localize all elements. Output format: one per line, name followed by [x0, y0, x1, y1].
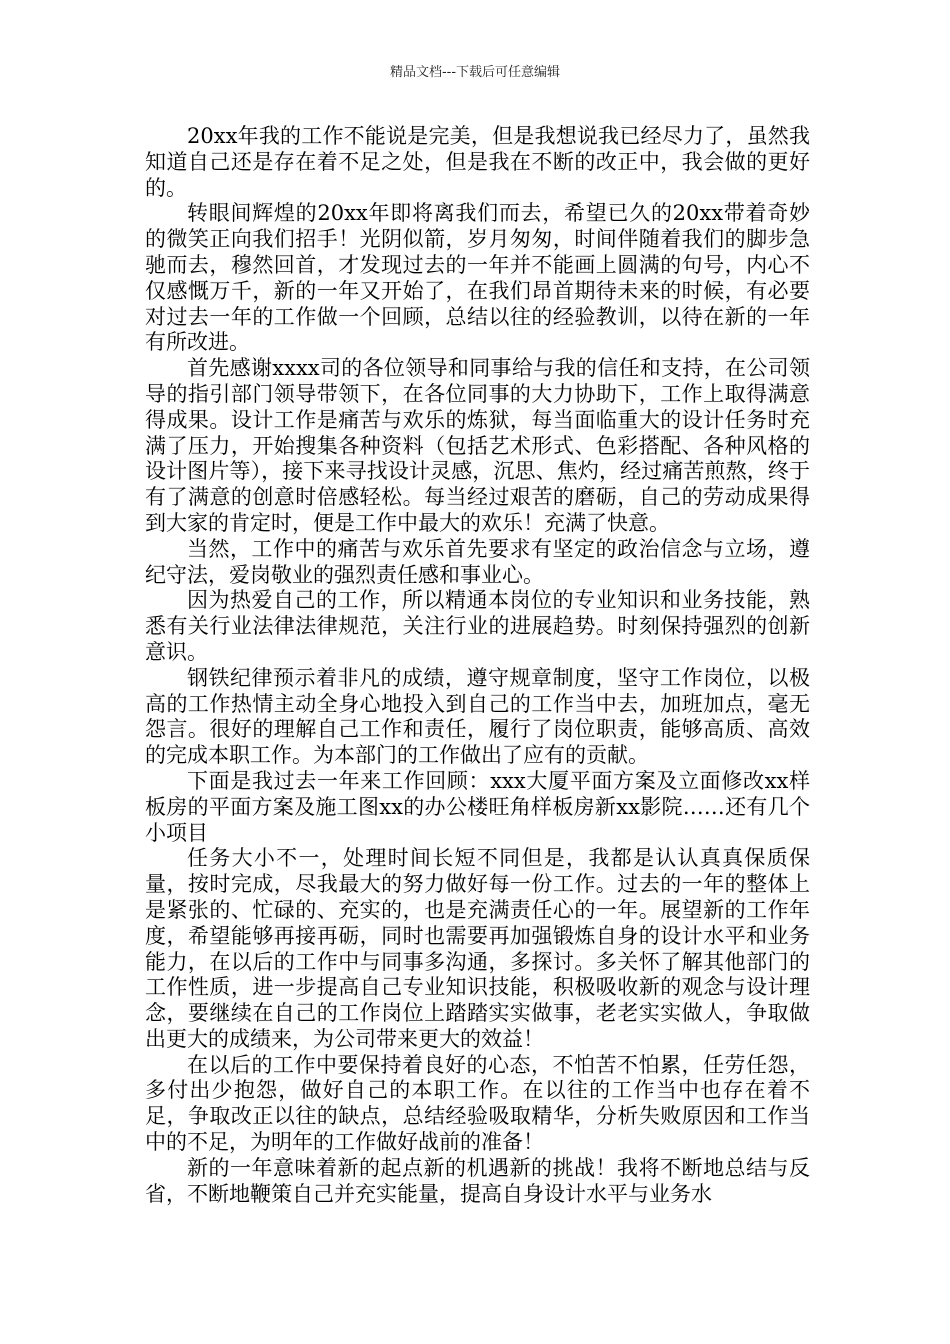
paragraph: 20xx年我的工作不能说是完美，但是我想说我已经尽力了，虽然我知道自己还是存在着不足之处，但是我在不断的改正中，我会做的更好的。 — [145, 124, 810, 200]
paragraph: 当然，工作中的痛苦与欢乐首先要求有坚定的政治信念与立场，遵纪守法，爱岗敬业的强烈责任感和事业心。 — [145, 536, 810, 587]
paragraph: 任务大小不一，处理时间长短不同但是，我都是认认真真保质保量，按时完成，尽我最大的努力做好每一份工作。过去的一年的整体上是紧张的、忙碌的、充实的，也是充满责任心的一年。展望新的工作年度，希望能够再接再砺，同时也需要再加强锻炼自身的设计水平和业务能力，在以后的工作中与同事多沟通，多探讨。多关怀了解其他部门的工作性质，进一步提高自己专业知识技能，积极吸收新的观念与设计理念，要继续在自己的工作岗位上踏踏实实做事，老老实实做人，争取做出更大的成绩来，为公司带来更大的效益！ — [145, 846, 810, 1051]
paragraph: 首先感谢xxxx司的各位领导和同事给与我的信任和支持，在公司领导的指引部门领导带领下，在各位同事的大力协助下，工作上取得满意得成果。设计工作是痛苦与欢乐的炼狱，每当面临重大的设计任务时充满了压力，开始搜集各种资料（包括艺术形式、色彩搭配、各种风格的设计图片等），接下来寻找设计灵感，沉思、焦灼，经过痛苦煎熬，终于有了满意的创意时倍感轻松。每当经过艰苦的磨砺，自己的劳动成果得到大家的肯定时，便是工作中最大的欢乐！充满了快意。 — [145, 356, 810, 535]
document-body — [145, 124, 810, 1207]
page-header: 精品文档---下载后可任意编辑 — [389, 65, 561, 80]
paragraph: 转眼间辉煌的20xx年即将离我们而去，希望已久的20xx带着奇妙的微笑正向我们招手！光阴似箭，岁月匆匆，时间伴随着我们的脚步急驰而去，穆然回首，才发现过去的一年并不能画上圆满的句号，内心不仅感慨万千，新的一年又开始了，在我们昂首期待未来的时候，有必要对过去一年的工作做一个回顾，总结以往的经验教训，以待在新的一年有所改进。 — [145, 201, 810, 355]
paragraph: 钢铁纪律预示着非凡的成绩，遵守规章制度，坚守工作岗位，以极高的工作热情主动全身心地投入到自己的工作当中去，加班加点，毫无怨言。很好的理解自己工作和责任，履行了岗位职责，能够高质、高效的完成本职工作。为本部门的工作做出了应有的贡献。 — [145, 665, 810, 768]
paragraph: 新的一年意味着新的起点新的机遇新的挑战！我将不断地总结与反省，不断地鞭策自己并充实能量，提高自身设计水平与业务水 — [145, 1155, 810, 1206]
paragraph: 在以后的工作中要保持着良好的心态，不怕苦不怕累，任劳任怨，多付出少抱怨，做好自己的本职工作。在以往的工作当中也存在着不足，争取改正以往的缺点，总结经验吸取精华，分析失败原因和工作当中的不足，为明年的工作做好战前的准备！ — [145, 1052, 810, 1155]
paragraph: 因为热爱自己的工作，所以精通本岗位的专业知识和业务技能，熟悉有关行业法律法律规范，关注行业的进展趋势。时刻保持强烈的创新意识。 — [145, 588, 810, 664]
paragraph: 下面是我过去一年来工作回顾：xxx大厦平面方案及立面修改xx样板房的平面方案及施工图xx的办公楼旺角样板房新xx影院……还有几个小项目 — [145, 768, 810, 845]
